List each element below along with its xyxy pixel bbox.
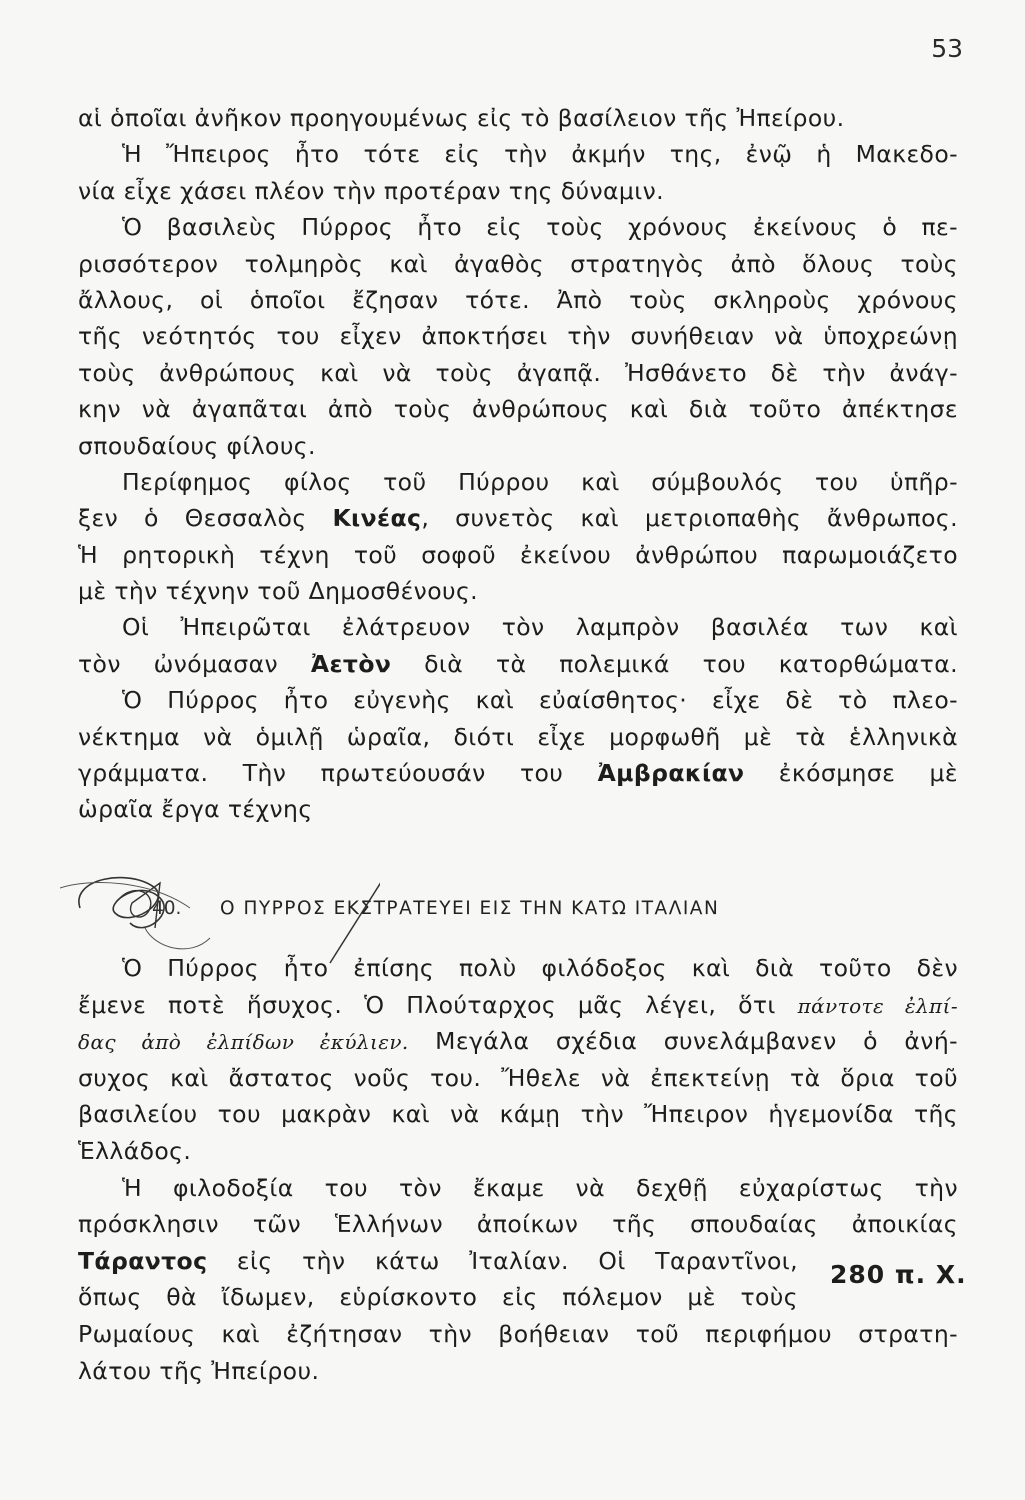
text-block-top bbox=[78, 100, 958, 828]
text-line: ξεν ὁ Θεσσαλὸς Κινέας, συνετὸς καὶ μετριοπαθὴς ἄνθρωπος. bbox=[78, 504, 958, 533]
text-line: τὸν ὠνόμασαν Ἀετὸν διὰ τὰ πολεμικά του κατορθώματα. bbox=[78, 649, 958, 678]
text-block-bottom bbox=[78, 950, 958, 1389]
section-heading: Ο ΠΥΡΡΟΣ ΕΚΣΤΡΑΤΕΥΕΙ ΕΙΣ ΤΗΝ ΚΑΤΩ ΙΤΑΛΙΑΝ bbox=[220, 898, 720, 919]
text-line: αἱ ὁποῖαι ἀνῆκον προηγουμένως εἰς τὸ βασίλειον τῆς Ἠπείρου. bbox=[78, 104, 845, 132]
bold-term: Ἀμβρακίαν bbox=[597, 759, 745, 788]
text-line: νέκτημα νὰ ὁμιλῇ ὡραῖα, διότι εἶχε μορφωθῆ μὲ τὰ ἑλληνικὰ bbox=[78, 722, 958, 751]
text-line: ὡραῖα ἔργα τέχνης bbox=[78, 795, 313, 824]
text-line: κην νὰ ἀγαπᾶται ἀπὸ τοὺς ἀνθρώπους καὶ διὰ τοῦτο ἀπέκτησε bbox=[78, 395, 958, 424]
text-line: Οἱ Ἠπειρῶται ἐλάτρευον τὸν λαμπρὸν βασιλέα των καὶ bbox=[122, 613, 958, 642]
text-line: ὅπως θὰ ἴδωμεν, εὑρίσκοντο εἰς πόλεμον μὲ τοὺς bbox=[78, 1283, 798, 1312]
text-line: Ὁ βασιλεὺς Πύρρος ἦτο εἰς τοὺς χρόνους ἐκείνους ὁ πε- bbox=[122, 213, 958, 242]
margin-date-note: 280 π. Χ. bbox=[830, 1260, 967, 1289]
bold-term: Ἀετὸν bbox=[310, 649, 392, 678]
text-line: σπουδαίους φίλους. bbox=[78, 431, 316, 460]
text-line: ἔμενε ποτὲ ἥσυχος. Ὁ Πλούταρχος μᾶς λέγει, ὅτι πάντοτε ἐλπί- bbox=[78, 990, 958, 1019]
text-line: Περίφημος φίλος τοῦ Πύρρου καὶ σύμβουλός του ὑπῆρ- bbox=[122, 467, 958, 496]
bold-term: Κινέας bbox=[332, 504, 422, 533]
text-line: τοὺς ἀνθρώπους καὶ νὰ τοὺς ἀγαπᾷ. Ἠσθάνετο δὲ τὴν ἀνάγ- bbox=[78, 358, 958, 387]
page-number: 53 bbox=[931, 34, 963, 63]
text-line: Τάραντος εἰς τὴν κάτω Ἰταλίαν. Οἱ Ταραντῖνοι, bbox=[78, 1246, 798, 1275]
text-line: τῆς νεότητός του εἶχεν ἀποκτήσει τὴν συνήθειαν νὰ ὑποχρεώνῃ bbox=[78, 322, 958, 351]
text-line: ἄλλους, οἱ ὁποῖοι ἔζησαν τότε. Ἀπὸ τοὺς σκληροὺς χρόνους bbox=[78, 285, 958, 314]
text-line: Ὁ Πύρρος ἦτο ἐπίσης πολὺ φιλόδοξος καὶ διὰ τοῦτο δὲν bbox=[122, 954, 958, 982]
section-number: 40. bbox=[152, 898, 182, 919]
text-line: Ἡ φιλοδοξία του τὸν ἔκαμε νὰ δεχθῇ εὐχαρίστως τὴν bbox=[122, 1173, 958, 1202]
text-line: Ὁ Πύρρος ἦτο εὐγενὴς καὶ εὐαίσθητος· εἶχε δὲ τὸ πλεο- bbox=[122, 686, 958, 715]
text-line: Ρωμαίους καὶ ἐζήτησαν τὴν βοήθειαν τοῦ περιφήμου στρατη- bbox=[78, 1319, 958, 1348]
text-line: βασιλείου του μακρὰν καὶ νὰ κάμῃ τὴν Ἤπειρον ἡγεμονίδα τῆς bbox=[78, 1100, 958, 1129]
text-line: ρισσότερον τολμηρὸς καὶ ἀγαθὸς στρατηγὸς ἀπὸ ὅλους τοὺς bbox=[78, 249, 958, 278]
text-line: Ἡ Ἤπειρος ἦτο τότε εἰς τὴν ἀκμήν της, ἐνῷ ἡ Μακεδο- bbox=[122, 140, 958, 169]
text-line: νία εἶχε χάσει πλέον τὴν προτέραν της δύναμιν. bbox=[78, 176, 664, 205]
text-line: πρόσκλησιν τῶν Ἑλλήνων ἀποίκων τῆς σπουδαίας ἀποικίας bbox=[78, 1210, 958, 1239]
text-line: γράμματα. Τὴν πρωτεύουσάν του Ἀμβρακίαν ἐκόσμησε μὲ bbox=[78, 759, 958, 788]
text-line: Ἑλλάδος. bbox=[78, 1136, 192, 1165]
italic-quote: πάντοτε ἐλπί- bbox=[797, 993, 958, 1018]
text-line: δας ἀπὸ ἐλπίδων ἐκύλιεν. Μεγάλα σχέδια συνελάμβανεν ὁ ἀνή- bbox=[78, 1027, 958, 1056]
text-line: συχος καὶ ἄστατος νοῦς του. Ἤθελε νὰ ἐπεκτείνῃ τὰ ὅρια τοῦ bbox=[78, 1063, 958, 1092]
text-line: μὲ τὴν τέχνην τοῦ Δημοσθένους. bbox=[78, 577, 479, 606]
text-line: λάτου τῆς Ἠπείρου. bbox=[78, 1356, 320, 1385]
italic-quote: δας ἀπὸ ἐλπίδων ἐκύλιεν. bbox=[78, 1030, 409, 1055]
text-line: Ἡ ρητορικὴ τέχνη τοῦ σοφοῦ ἐκείνου ἀνθρώπου παρωμοιάζετο bbox=[78, 540, 958, 569]
bold-term: Τάραντος bbox=[78, 1246, 208, 1275]
section-heading-row bbox=[60, 868, 940, 938]
